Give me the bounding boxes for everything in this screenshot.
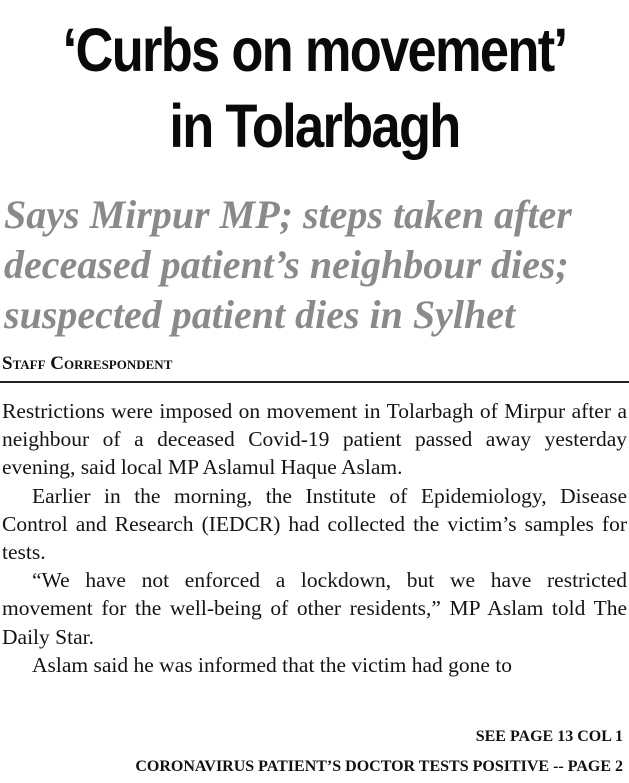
body-paragraph: Aslam said he was informed that the victim had gone to: [32, 652, 513, 677]
subheadline-line-2: deceased patient’s neighbour dies;: [4, 242, 569, 287]
subheadline-line-1: Says Mirpur MP; steps taken after: [4, 192, 572, 237]
article-body: [2, 397, 627, 679]
body-paragraph: Restrictions were imposed on movement in Tolarbagh of Mirpur after a neighbour of a deceased Covid-19 patient passed away yesterday evening, said local MP Aslamul Haque Aslam.: [2, 399, 627, 480]
subheadline: [4, 190, 629, 340]
headline-line-1: ‘Curbs on movement’: [62, 16, 567, 84]
headline: [44, 12, 585, 164]
byline: Staff Correspondent: [2, 353, 173, 374]
body-paragraph: “We have not enforced a lockdown, but we have restricted movement for the well-being of other residents,” MP Aslam told The Daily Star.: [2, 568, 627, 649]
headline-line-2: in Tolarbagh: [169, 92, 460, 160]
subheadline-line-3: suspected patient dies in Sylhet: [4, 292, 516, 337]
body-paragraph: Earlier in the morning, the Institute of Epidemiology, Disease Control and Research (IEDCR) had collected the victim’s samples for tests.: [2, 483, 627, 565]
related-story-teaser: CORONAVIRUS PATIENT’S DOCTOR TESTS POSITIVE -- PAGE 2: [135, 758, 623, 775]
continuation-jump: SEE PAGE 13 COL 1: [475, 728, 623, 745]
byline-divider: [0, 381, 629, 383]
